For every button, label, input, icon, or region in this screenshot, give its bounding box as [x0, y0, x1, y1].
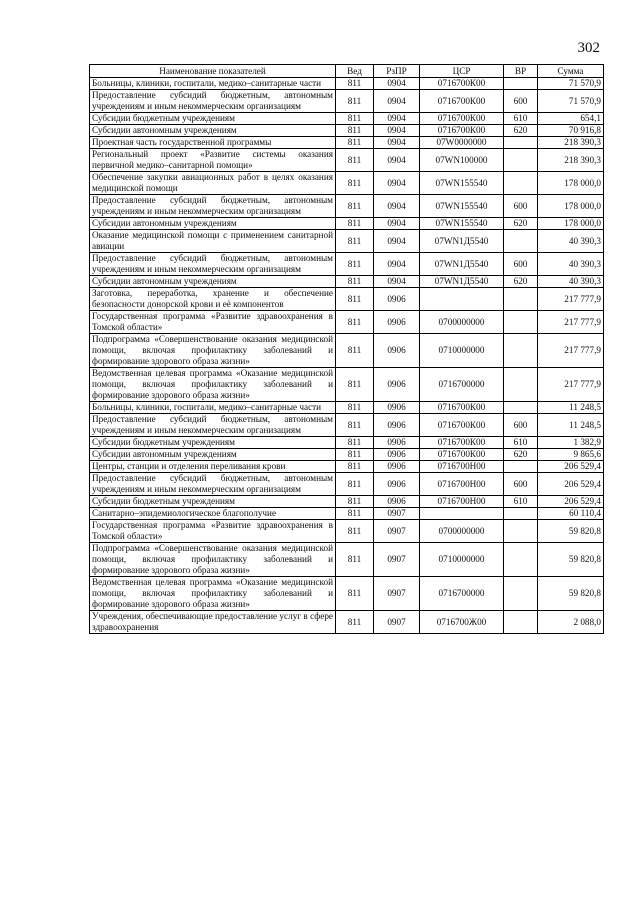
- row-rzpr: 0904: [374, 230, 420, 253]
- row-sum: 217 777,9: [538, 311, 604, 334]
- row-ved: 811: [336, 449, 374, 461]
- header-rzpr: РзПР: [374, 65, 420, 78]
- row-rzpr: 0904: [374, 113, 420, 125]
- row-sum: 206 529,4: [538, 496, 604, 508]
- header-sum: Сумма: [538, 65, 604, 78]
- row-name: Субсидии автономным учреждениям: [90, 276, 336, 288]
- row-name: Заготовка, переработка, хранение и обеспечение безопасности донорской крови и её компонентов: [90, 288, 336, 311]
- row-ved: 811: [336, 90, 374, 113]
- row-sum: 178 000,0: [538, 218, 604, 230]
- table-row: [90, 402, 604, 414]
- row-vr: [504, 149, 538, 172]
- row-csr: 0716700Н00: [420, 496, 504, 508]
- row-ved: 811: [336, 149, 374, 172]
- row-rzpr: 0906: [374, 334, 420, 368]
- row-rzpr: 0904: [374, 137, 420, 149]
- row-ved: 811: [336, 496, 374, 508]
- table-row: [90, 172, 604, 195]
- table-row: [90, 577, 604, 611]
- row-sum: 71 570,9: [538, 90, 604, 113]
- row-rzpr: 0907: [374, 508, 420, 520]
- row-vr: [504, 520, 538, 543]
- row-name: Государственная программа «Развитие здравоохранения в Томской области»: [90, 520, 336, 543]
- row-ved: 811: [336, 414, 374, 437]
- row-sum: 206 529,4: [538, 473, 604, 496]
- row-name: Субсидии автономным учреждениям: [90, 449, 336, 461]
- row-ved: 811: [336, 276, 374, 288]
- row-name: Субсидии бюджетным учреждениям: [90, 496, 336, 508]
- row-rzpr: 0904: [374, 253, 420, 276]
- row-ved: 811: [336, 577, 374, 611]
- row-vr: 610: [504, 437, 538, 449]
- row-csr: 0716700К00: [420, 90, 504, 113]
- budget-table: [89, 64, 604, 634]
- row-sum: 9 865,6: [538, 449, 604, 461]
- row-sum: 2 088,0: [538, 611, 604, 634]
- row-csr: 0716700К00: [420, 449, 504, 461]
- row-name: Субсидии бюджетным учреждениям: [90, 437, 336, 449]
- row-vr: 600: [504, 195, 538, 218]
- row-rzpr: 0904: [374, 218, 420, 230]
- row-ved: 811: [336, 520, 374, 543]
- row-sum: 218 390,3: [538, 149, 604, 172]
- row-rzpr: 0907: [374, 543, 420, 577]
- row-sum: 206 529,4: [538, 461, 604, 473]
- row-csr: 0716700Ж00: [420, 611, 504, 634]
- row-sum: 40 390,3: [538, 230, 604, 253]
- table-row: [90, 437, 604, 449]
- row-vr: [504, 78, 538, 90]
- row-vr: 620: [504, 218, 538, 230]
- row-csr: [420, 288, 504, 311]
- table-row: [90, 125, 604, 137]
- row-csr: 0716700К00: [420, 402, 504, 414]
- row-rzpr: 0906: [374, 368, 420, 402]
- row-sum: 178 000,0: [538, 172, 604, 195]
- row-csr: 07WN100000: [420, 149, 504, 172]
- row-rzpr: 0906: [374, 437, 420, 449]
- row-sum: 654,1: [538, 113, 604, 125]
- row-sum: 60 110,4: [538, 508, 604, 520]
- row-sum: 217 777,9: [538, 288, 604, 311]
- row-vr: 610: [504, 496, 538, 508]
- row-sum: 70 916,8: [538, 125, 604, 137]
- header-ved: Вед: [336, 65, 374, 78]
- row-rzpr: 0907: [374, 520, 420, 543]
- row-csr: 07WN155540: [420, 172, 504, 195]
- row-name: Предоставление субсидий бюджетным, автономным учреждениям и иным некоммерческим организациям: [90, 473, 336, 496]
- row-rzpr: 0904: [374, 172, 420, 195]
- header-csr: ЦСР: [420, 65, 504, 78]
- row-vr: 620: [504, 449, 538, 461]
- row-csr: 07WN155540: [420, 195, 504, 218]
- row-name: Санитарно–эпидемиологическое благополучие: [90, 508, 336, 520]
- row-rzpr: 0906: [374, 461, 420, 473]
- header-name: Наименование показателей: [90, 65, 336, 78]
- row-ved: 811: [336, 334, 374, 368]
- row-rzpr: 0904: [374, 195, 420, 218]
- row-sum: 71 570,9: [538, 78, 604, 90]
- table-row: [90, 520, 604, 543]
- table-row: [90, 611, 604, 634]
- row-name: Региональный проект «Развитие системы оказания первичной медико–санитарной помощи»: [90, 149, 336, 172]
- row-vr: 600: [504, 253, 538, 276]
- table-row: [90, 195, 604, 218]
- row-csr: 0716700К00: [420, 125, 504, 137]
- row-csr: 0716700К00: [420, 78, 504, 90]
- header-vr: ВР: [504, 65, 538, 78]
- row-name: Ведомственная целевая программа «Оказание медицинской помощи, включая профилактику заболеваний и формирование здорового образа жизни»: [90, 368, 336, 402]
- row-sum: 1 382,9: [538, 437, 604, 449]
- row-csr: 0700000000: [420, 520, 504, 543]
- row-vr: [504, 311, 538, 334]
- row-vr: [504, 577, 538, 611]
- row-ved: 811: [336, 611, 374, 634]
- row-ved: 811: [336, 253, 374, 276]
- row-rzpr: 0906: [374, 496, 420, 508]
- row-sum: 59 820,8: [538, 577, 604, 611]
- row-csr: 07WN1Д5540: [420, 230, 504, 253]
- table-row: [90, 449, 604, 461]
- row-vr: [504, 402, 538, 414]
- row-csr: 0700000000: [420, 311, 504, 334]
- row-csr: 07WN155540: [420, 218, 504, 230]
- row-vr: 610: [504, 113, 538, 125]
- table-row: [90, 461, 604, 473]
- row-sum: 59 820,8: [538, 543, 604, 577]
- row-rzpr: 0904: [374, 125, 420, 137]
- table-row: [90, 368, 604, 402]
- row-vr: 620: [504, 125, 538, 137]
- row-sum: 11 248,5: [538, 414, 604, 437]
- table-row: [90, 137, 604, 149]
- row-vr: [504, 543, 538, 577]
- row-sum: 217 777,9: [538, 368, 604, 402]
- row-sum: 178 000,0: [538, 195, 604, 218]
- table-row: [90, 414, 604, 437]
- row-ved: 811: [336, 288, 374, 311]
- row-csr: 0710000000: [420, 543, 504, 577]
- row-rzpr: 0904: [374, 276, 420, 288]
- table-row: [90, 473, 604, 496]
- row-csr: 0716700К00: [420, 113, 504, 125]
- table-row: [90, 113, 604, 125]
- row-rzpr: 0906: [374, 311, 420, 334]
- table-row: [90, 334, 604, 368]
- table-row: [90, 149, 604, 172]
- row-ved: 811: [336, 311, 374, 334]
- row-csr: [420, 508, 504, 520]
- row-name: Государственная программа «Развитие здравоохранения в Томской области»: [90, 311, 336, 334]
- row-name: Ведомственная целевая программа «Оказание медицинской помощи, включая профилактику заболеваний и формирование здорового образа жизни»: [90, 577, 336, 611]
- row-csr: 0716700К00: [420, 437, 504, 449]
- row-csr: 07WN1Д5540: [420, 276, 504, 288]
- row-name: Подпрограмма «Совершенствование оказания медицинской помощи, включая профилактику заболеваний и формирование здорового образа жизни»: [90, 543, 336, 577]
- row-rzpr: 0906: [374, 449, 420, 461]
- row-vr: [504, 508, 538, 520]
- row-vr: 600: [504, 414, 538, 437]
- row-ved: 811: [336, 230, 374, 253]
- row-rzpr: 0906: [374, 473, 420, 496]
- table-row: [90, 288, 604, 311]
- row-vr: [504, 461, 538, 473]
- row-sum: 217 777,9: [538, 334, 604, 368]
- row-vr: [504, 137, 538, 149]
- row-ved: 811: [336, 113, 374, 125]
- table-row: [90, 311, 604, 334]
- row-name: Обеспечение закупки авиационных работ в целях оказания медицинской помощи: [90, 172, 336, 195]
- row-ved: 811: [336, 473, 374, 496]
- row-vr: [504, 288, 538, 311]
- row-ved: 811: [336, 125, 374, 137]
- row-csr: 0716700Н00: [420, 461, 504, 473]
- row-ved: 811: [336, 218, 374, 230]
- row-name: Оказание медицинской помощи с применением санитарной авиации: [90, 230, 336, 253]
- row-rzpr: 0906: [374, 288, 420, 311]
- row-ved: 811: [336, 172, 374, 195]
- row-vr: 600: [504, 90, 538, 113]
- row-vr: [504, 230, 538, 253]
- row-ved: 811: [336, 461, 374, 473]
- row-name: Предоставление субсидий бюджетным, автономным учреждениям и иным некоммерческим организациям: [90, 253, 336, 276]
- row-rzpr: 0906: [374, 414, 420, 437]
- row-ved: 811: [336, 543, 374, 577]
- row-rzpr: 0904: [374, 90, 420, 113]
- table-row: [90, 543, 604, 577]
- row-csr: 0716700Н00: [420, 473, 504, 496]
- row-sum: 11 248,5: [538, 402, 604, 414]
- row-ved: 811: [336, 437, 374, 449]
- row-vr: [504, 368, 538, 402]
- row-vr: [504, 172, 538, 195]
- row-name: Предоставление субсидий бюджетным, автономным учреждениям и иным некоммерческим организациям: [90, 195, 336, 218]
- row-csr: 07W0000000: [420, 137, 504, 149]
- row-ved: 811: [336, 137, 374, 149]
- table-row: [90, 508, 604, 520]
- row-sum: 40 390,3: [538, 276, 604, 288]
- row-name: Субсидии бюджетным учреждениям: [90, 113, 336, 125]
- row-vr: 600: [504, 473, 538, 496]
- page-number: 302: [577, 40, 600, 56]
- row-csr: 0716700000: [420, 577, 504, 611]
- table-row: [90, 253, 604, 276]
- row-name: Субсидии автономным учреждениям: [90, 218, 336, 230]
- row-sum: 218 390,3: [538, 137, 604, 149]
- row-name: Предоставление субсидий бюджетным, автономным учреждениям и иным некоммерческим организациям: [90, 90, 336, 113]
- row-name: Центры, станции и отделения переливания крови: [90, 461, 336, 473]
- row-csr: 07WN1Д5540: [420, 253, 504, 276]
- row-ved: 811: [336, 402, 374, 414]
- row-name: Подпрограмма «Совершенствование оказания медицинской помощи, включая профилактику заболеваний и формирование здорового образа жизни»: [90, 334, 336, 368]
- row-name: Субсидии автономным учреждениям: [90, 125, 336, 137]
- row-name: Больницы, клиники, госпитали, медико–санитарные части: [90, 78, 336, 90]
- row-ved: 811: [336, 195, 374, 218]
- row-vr: [504, 611, 538, 634]
- row-rzpr: 0904: [374, 149, 420, 172]
- row-sum: 40 390,3: [538, 253, 604, 276]
- row-csr: 0716700К00: [420, 414, 504, 437]
- table-row: [90, 496, 604, 508]
- table-row: [90, 230, 604, 253]
- row-rzpr: 0906: [374, 402, 420, 414]
- row-sum: 59 820,8: [538, 520, 604, 543]
- row-vr: [504, 334, 538, 368]
- table-row: [90, 218, 604, 230]
- table-header-row: [90, 65, 604, 78]
- row-rzpr: 0907: [374, 611, 420, 634]
- row-name: Предоставление субсидий бюджетным, автономным учреждениям и иным некоммерческим организациям: [90, 414, 336, 437]
- row-name: Больницы, клиники, госпитали, медико–санитарные части: [90, 402, 336, 414]
- row-name: Проектная часть государственной программы: [90, 137, 336, 149]
- row-csr: 0716700000: [420, 368, 504, 402]
- table-row: [90, 90, 604, 113]
- row-ved: 811: [336, 368, 374, 402]
- row-csr: 0710000000: [420, 334, 504, 368]
- table-row: [90, 276, 604, 288]
- row-ved: 811: [336, 508, 374, 520]
- row-rzpr: 0907: [374, 577, 420, 611]
- row-ved: 811: [336, 78, 374, 90]
- row-vr: 620: [504, 276, 538, 288]
- row-rzpr: 0904: [374, 78, 420, 90]
- table-row: [90, 78, 604, 90]
- row-name: Учреждения, обеспечивающие предоставление услуг в сфере здравоохранения: [90, 611, 336, 634]
